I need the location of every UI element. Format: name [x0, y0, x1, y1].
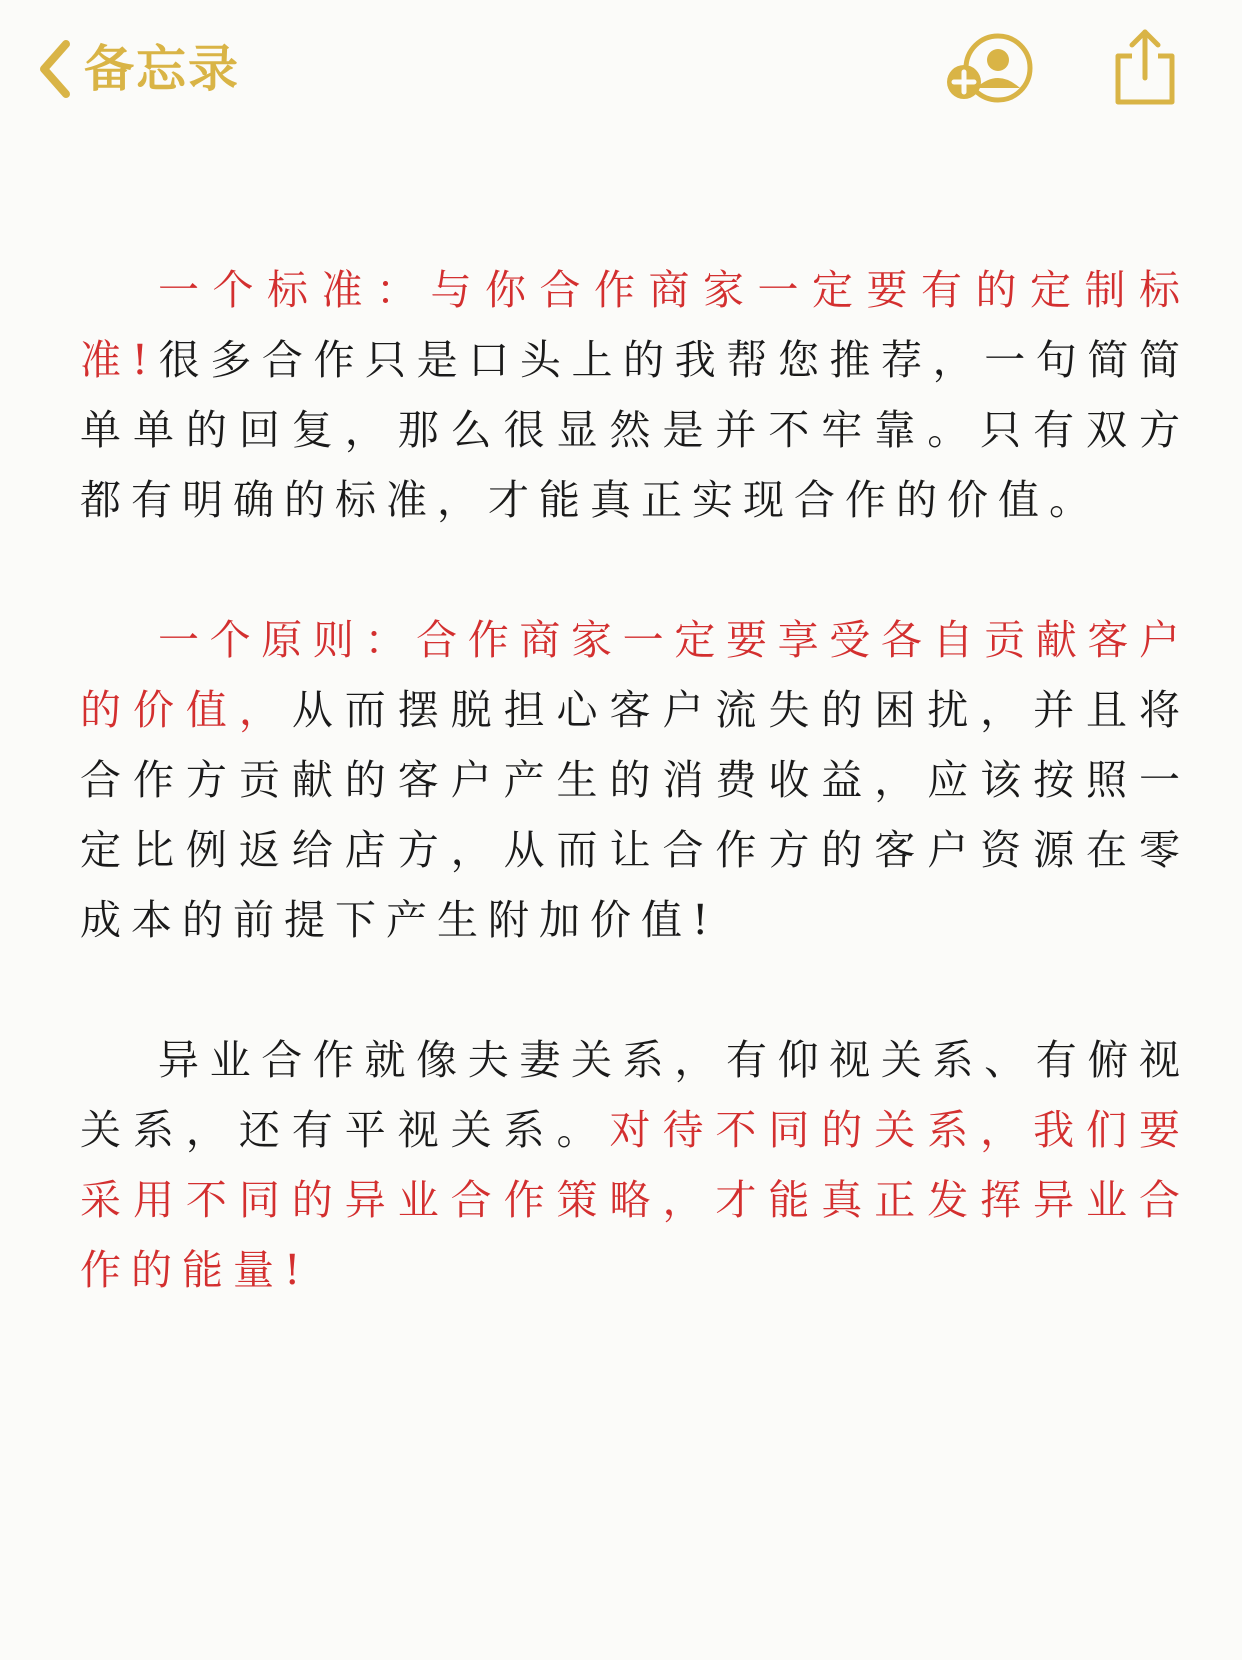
- note-paragraph-standard: [80, 255, 1190, 535]
- paragraph-heading: 一个原则：合作商家一定要享受各自贡献客户的价值，: [80, 616, 1190, 734]
- chevron-left-icon: [36, 38, 74, 100]
- navigation-bar: [0, 0, 1242, 150]
- back-button[interactable]: [36, 34, 240, 104]
- paragraph-text: 异业合作就像夫妻关系，有仰视关系、有俯视关系，还有平视关系。: [80, 1036, 1190, 1154]
- share-icon[interactable]: [1112, 26, 1178, 108]
- back-label: 备忘录: [84, 40, 240, 98]
- paragraph-highlight: 对待不同的关系，我们要采用不同的异业合作策略，才能真正发挥异业合作的能量!: [80, 1106, 1190, 1294]
- note-paragraph-relationship: [80, 1025, 1190, 1305]
- paragraph-text: 从而摆脱担心客户流失的困扰，并且将合作方贡献的客户产生的消费收益，应该按照一定比例返给店方，从而让合作方的客户资源在零成本的前提下产生附加价值!: [80, 686, 1191, 944]
- add-person-icon[interactable]: [944, 30, 1036, 106]
- note-paragraph-principle: [80, 605, 1190, 955]
- paragraph-text: 很多合作只是口头上的我帮您推荐，一句简简单单的回复，那么很显然是并不牢靠。只有双方都有明确的标准，才能真正实现合作的价值。: [80, 336, 1190, 524]
- paragraph-heading: 一个标准：与你合作商家一定要有的定制标准!: [80, 266, 1190, 384]
- note-body[interactable]: [80, 255, 1190, 1305]
